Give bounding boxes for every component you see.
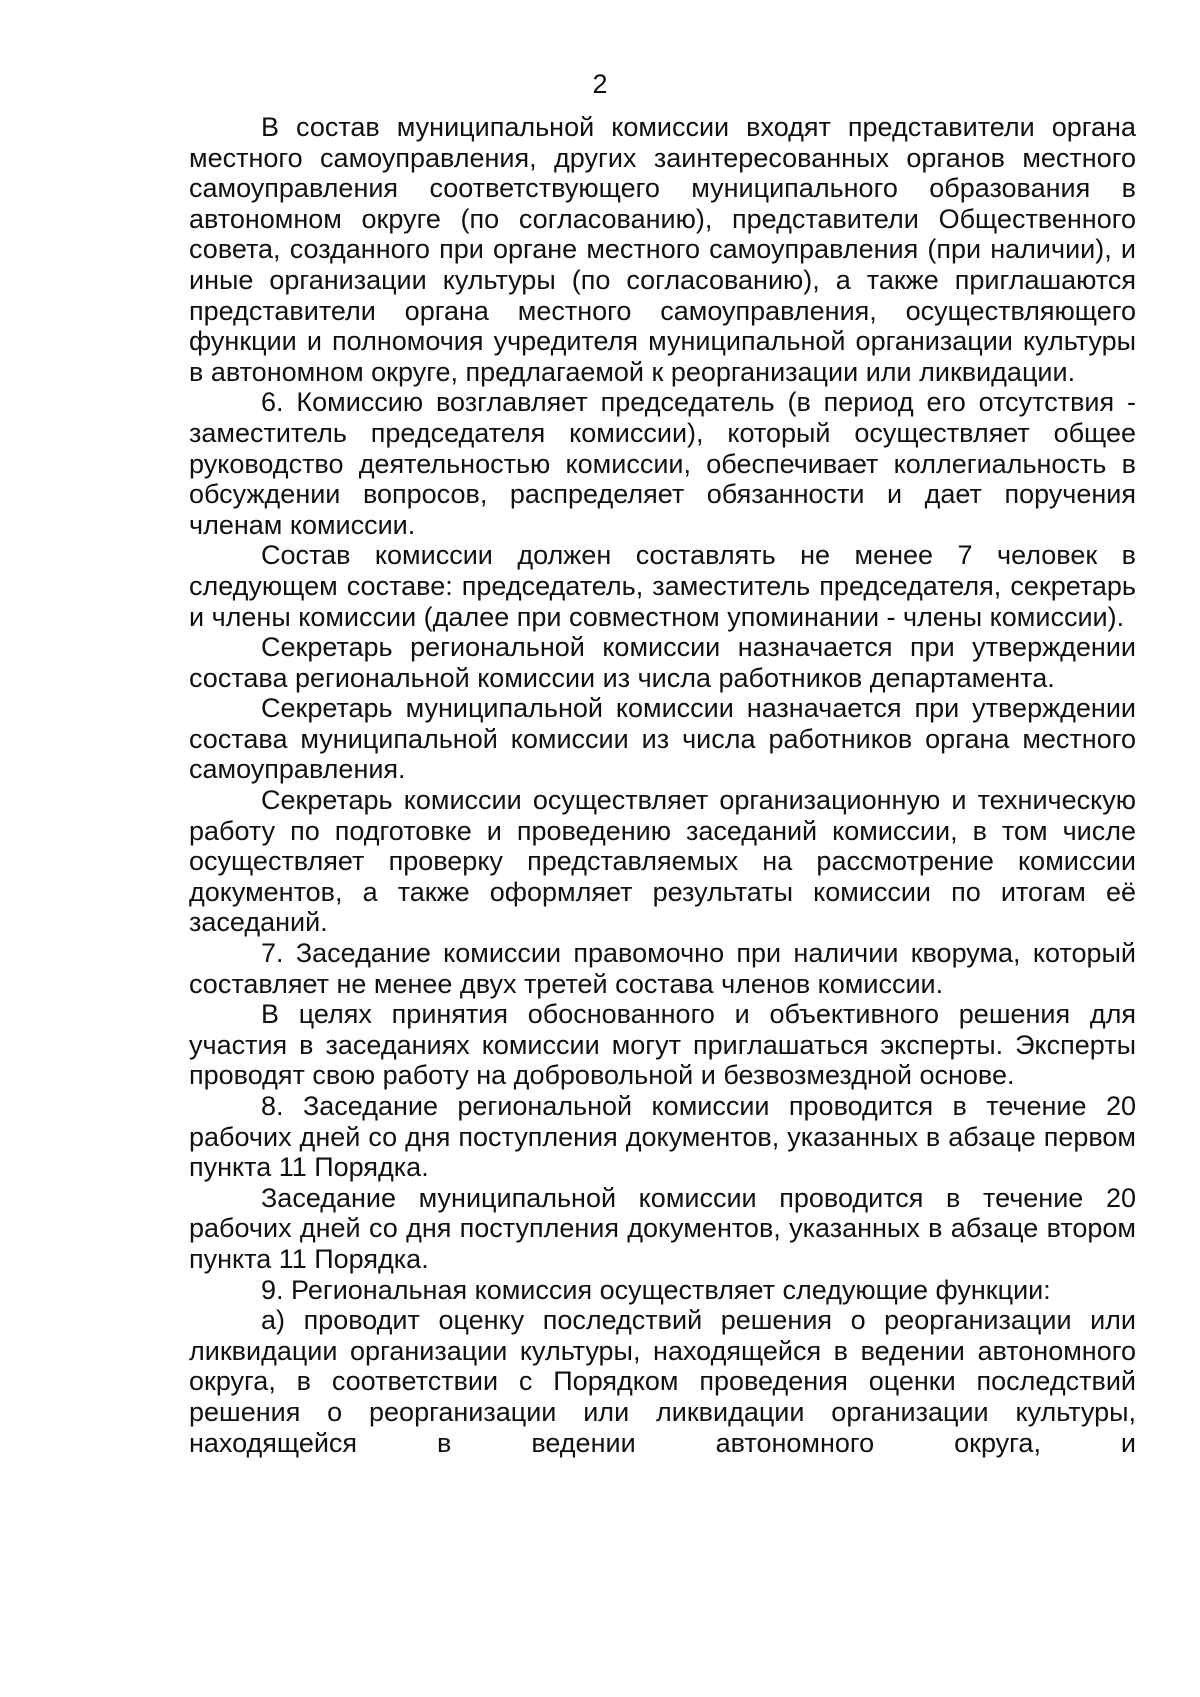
page-number: 2 (592, 69, 608, 99)
paragraph-municipal-meeting: Заседание муниципальной комиссии проводится в течение 20 рабочих дней со дня поступления документов, указанных в абзаце втором пункта 11 Порядка. (189, 1182, 1136, 1274)
paragraph-9-functions: 9. Региональная комиссия осуществляет следующие функции: (261, 1274, 1051, 1305)
paragraph-regional-secretary: Секретарь региональной комиссии назначается при утверждении состава региональной комиссии из числа работников департамента. (189, 632, 1136, 693)
paragraph-8-regional-meeting: 8. Заседание региональной комиссии проводится в течение 20 рабочих дней со дня поступления документов, указанных в абзаце первом пункта 11 Порядка. (189, 1091, 1136, 1183)
paragraph-secretary-duties: Секретарь комиссии осуществляет организационную и техническую работу по подготовке и проведению заседаний комиссии, в том числе осуществляет проверку представляемых на рассмотрение комиссии документов, а также оформляет результаты комиссии по итогам её заседаний. (189, 785, 1136, 938)
paragraph-function-a: а) проводит оценку последствий решения о реорганизации или ликвидации организации культуры, находящейся в ведении автономного округа, в соответствии с Порядком проведения оценки последствий решения о реорганизации или ликвидации организации культуры, находящейся в ведении автономного округа, и (189, 1305, 1136, 1458)
paragraph-municipal-secretary: Секретарь муниципальной комиссии назначается при утверждении состава муниципальной комиссии из числа работников органа местного самоуправления. (189, 693, 1136, 785)
paragraph-commission-membership: Состав комиссии должен составлять не менее 7 человек в следующем составе: председатель, заместитель председателя, секретарь и члены комиссии (далее при совместном упоминании - члены комиссии). (189, 540, 1136, 632)
document-body (189, 112, 1136, 1458)
paragraph-municipal-commission-composition: В состав муниципальной комиссии входят представители органа местного самоуправления, других заинтересованных органов местного самоуправления соответствующего муниципального образования в автономном округе (по согласованию), представители Общественного совета, созданного при органе местного самоуправления (при наличии), и иные организации культуры (по согласованию), а также приглашаются представители органа местного самоуправления, осуществляющего функции и полномочия учредителя муниципальной организации культуры в автономном округе, предлагаемой к реорганизации или ликвидации. (189, 112, 1136, 387)
paragraph-7-quorum: 7. Заседание комиссии правомочно при наличии кворума, который составляет не менее двух третей состава членов комиссии. (189, 938, 1136, 999)
paragraph-experts: В целях принятия обоснованного и объективного решения для участия в заседаниях комиссии могут приглашаться эксперты. Эксперты проводят свою работу на добровольной и безвозмездной основе. (189, 999, 1136, 1091)
paragraph-6-chairman: 6. Комиссию возглавляет председатель (в период его отсутствия - заместитель председателя комиссии), который осуществляет общее руководство деятельностью комиссии, обеспечивает коллегиальность в обсуждении вопросов, распределяет обязанности и дает поручения членам комиссии. (189, 387, 1136, 540)
